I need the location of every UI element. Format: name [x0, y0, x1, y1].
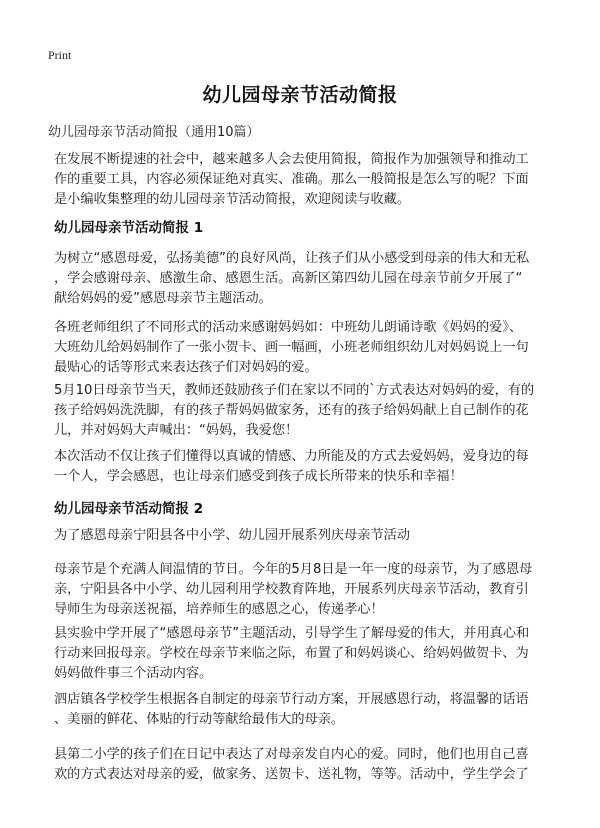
print-label[interactable]: Print	[48, 48, 72, 62]
text-line: 为树立“感恩母爱，弘扬美德”的良好风尚，让孩子们从小感受到母亲的伟大和无私	[54, 251, 530, 266]
text-line: 、美丽的鲜花、体贴的行动等献给最伟大的母亲。	[54, 712, 345, 727]
section-2-paragraph-2	[54, 560, 554, 620]
text-line: 县实验中学开展了“感恩母亲节”主题活动，引导学生了解母爱的伟大，并用真心和	[54, 626, 530, 641]
text-line: 孩子给妈妈洗洗脚，有的孩子帮妈妈做家务，还有的孩子给妈妈献上自己制作的花	[54, 403, 529, 418]
section-2-paragraph-3	[54, 624, 554, 684]
text-line: 作的重要工具，内容必须保证绝对真实、准确。那么一般简报是怎么写的呢？下面	[54, 172, 529, 187]
section-heading-1: 幼儿园母亲节活动简报 1	[54, 220, 204, 236]
text-line: 献给妈妈的爱”感恩母亲节主题活动。	[54, 291, 272, 306]
section-1-paragraph-1	[54, 249, 554, 309]
text-line: 泗店镇各学校学生根据各自制定的母亲节行动方案，开展感恩行动，将温馨的话语	[54, 692, 529, 707]
text-line: 欢的方式表达对母亲的爱，做家务、送贺卡、送礼物，等等。活动中，学生学会了	[54, 767, 529, 782]
section-1-paragraph-3	[54, 381, 554, 441]
text-line: 5月10日母亲节当天，教师还鼓励孩子们在家以不同的`方式表达对妈妈的爱，有的	[54, 383, 535, 398]
text-line: 导师生为母亲送祝福，培养师生的感恩之心，传递孝心！	[54, 602, 384, 617]
text-line: 妈妈做件事三个活动内容。	[54, 666, 213, 681]
section-2-paragraph-4	[54, 690, 554, 730]
intro-paragraph	[54, 150, 554, 210]
section-2-paragraph-1	[54, 526, 554, 546]
text-line: ，学会感谢母亲、感激生命、感恩生活。高新区第四幼儿园在母亲节前夕开展了“	[54, 271, 523, 286]
text-line: 各班老师组织了不同形式的活动来感谢妈妈如：中班幼儿朗诵诗歌《妈妈的爱》、	[54, 320, 523, 335]
text-line: 在发展不断提速的社会中，越来越多人会去使用简报，简报作为加强领导和推动工	[54, 152, 529, 167]
page-title: 幼儿园母亲节活动简报	[202, 84, 398, 106]
text-line: 本次活动不仅让孩子们懂得以真诚的情感、力所能及的方式去爱妈妈，爱身边的每	[54, 449, 529, 464]
text-line: 大班幼儿给妈妈制作了一张小贺卡、画一幅画，小班老师组织幼儿对妈妈说上一句	[54, 340, 529, 355]
text-line: 儿，并对妈妈大声喊出：“妈妈，我爱您！	[54, 423, 299, 438]
text-line: 是小编收集整理的幼儿园母亲节活动简报，欢迎阅读与收藏。	[54, 192, 411, 207]
text-line: 行动来回报母亲。学校在母亲节来临之际，布置了和妈妈谈心、给妈妈做贺卡、为	[54, 646, 529, 661]
section-heading-2: 幼儿园母亲节活动简报 2	[54, 501, 204, 517]
text-line: 最贴心的话等形式来表达孩子们对妈妈的爱。	[54, 360, 318, 375]
section-2-paragraph-5	[54, 745, 554, 785]
section-1-paragraph-4	[54, 447, 554, 487]
text-line: 亲，宁阳县各中小学、幼儿园利用学校教育阵地，开展系列庆母亲节活动，教育引	[54, 582, 529, 597]
text-line: 县第二小学的孩子们在日记中表达了对母亲发自内心的爱。同时，他们也用自己喜	[54, 747, 529, 762]
text-line: 母亲节是个充满人间温情的节日。今年的5月8日是一年一度的母亲节，为了感恩母	[54, 562, 533, 577]
text-line: 一个人，学会感恩，也让母亲们感受到孩子成长所带来的快乐和幸福！	[54, 469, 463, 484]
document-subtitle: 幼儿园母亲节活动简报（通用10篇）	[48, 125, 260, 140]
text-line: 为了感恩母亲宁阳县各中小学、幼儿园开展系列庆母亲节活动	[54, 528, 411, 543]
section-1-paragraph-2	[54, 318, 554, 378]
